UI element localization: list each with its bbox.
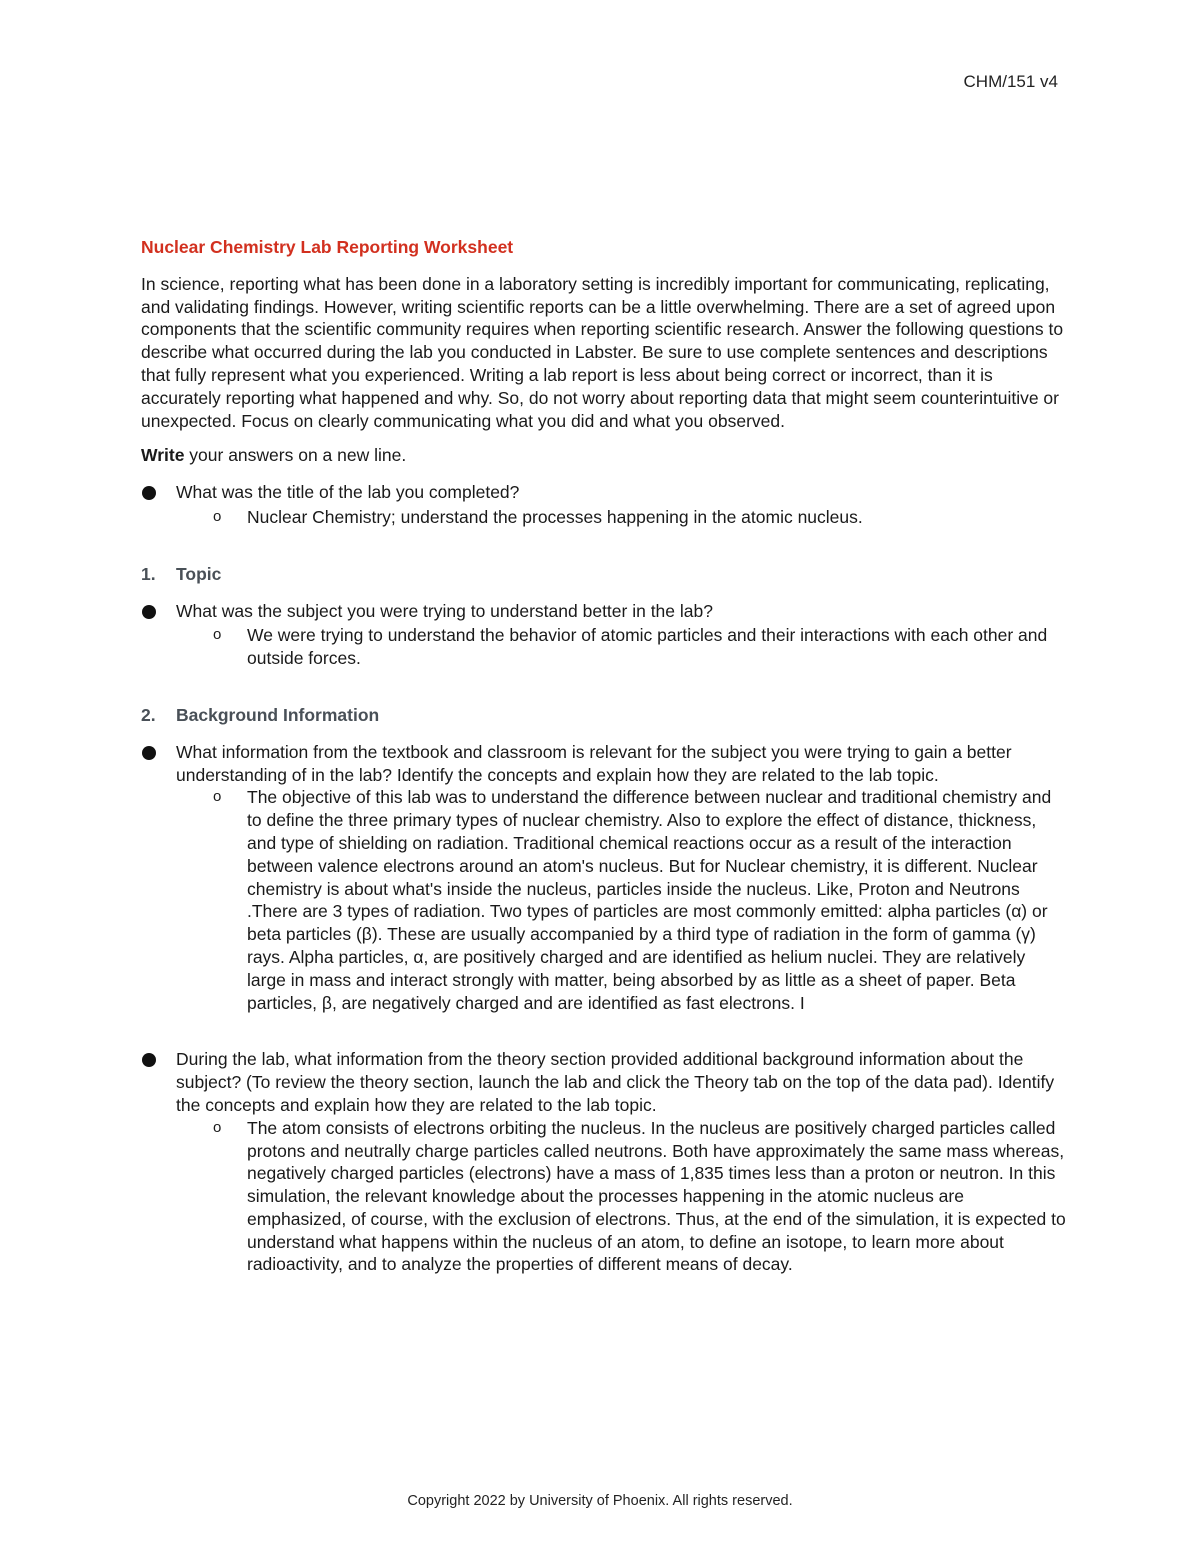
answer-bullet: o (213, 1118, 222, 1136)
instruction-line (141, 444, 1066, 467)
bullet-icon (142, 746, 156, 760)
bullet-icon (142, 605, 156, 619)
answer-text: The objective of this lab was to understand the difference between nuclear and traditional chemistry and to define the three primary types of nuclear chemistry. Also to explore the effect of distance, thickness, and type of shielding on radiation. Traditional chemical reactions occur as a result of the interaction between valence electrons around an atom's nucleus. But for Nuclear chemistry, it is different. Nuclear chemistry is about what's inside the nucleus, particles inside the nucleus. Like, Proton and Neutrons .There are 3 types of radiation. Two types of particles are most commonly emitted: alpha particles (α) or beta particles (β). These are usually accompanied by a third type of radiation in the form of gamma (γ) rays. Alpha particles, α, are positively charged and are identified as helium nuclei. They are relatively large in mass and interact strongly with matter, being absorbed by as little as a sheet of paper. Beta particles, β, are negatively charged and are identified as fast electrons. I (247, 787, 1052, 1013)
answer-text: We were trying to understand the behavior of atomic particles and their interactions with each other and outside forces. (247, 625, 1048, 669)
question-text: What was the subject you were trying to understand better in the lab? (176, 600, 713, 621)
section-number: 2. (141, 704, 156, 725)
answer-bullet: o (213, 626, 222, 644)
question-text: What was the title of the lab you completed? (176, 482, 520, 503)
section-heading-background (141, 704, 1066, 727)
question-background-theory (141, 1048, 1066, 1116)
header-course-code: CHM/151 v4 (963, 72, 1058, 91)
question-background-textbook (141, 741, 1066, 787)
answer-topic (141, 624, 1066, 670)
section-title: Topic (176, 563, 222, 584)
question-lab-title (141, 481, 1066, 504)
bullet-icon (142, 1053, 156, 1067)
answer-text: The atom consists of electrons orbiting the nucleus. In the nucleus are positively charged particles called protons and neutrally charge particles called neutrons. Both have approximately the same mass whereas, negatively charged particles (electrons) have a mass of 1,835 times less than a proton or neutron. In this simulation, the relevant knowledge about the processes happening in the atomic nucleus are emphasized, of course, with the exclusion of electrons. Thus, at the end of the simulation, it is expected to understand what happens within the nucleus of an atom, to define an isotope, to learn more about radioactivity, and to analyze the properties of different means of decay. (247, 1117, 1066, 1275)
intro-paragraph: In science, reporting what has been done in a laboratory setting is incredibly important for communicating, replicating, and validating findings. However, writing scientific reports can be a little overwhelming. There are a set of agreed upon components that the scientific community requires when reporting scientific research. Answer the following questions to describe what occurred during the lab you conducted in Labster. Be sure to use complete sentences and descriptions that fully represent what you experienced. Writing a lab report is less about being correct or incorrect, than it is accurately reporting what happened and why. So, do not worry about reporting data that might seem counterintuitive or unexpected. Focus on clearly communicating what you did and what you observed. (141, 273, 1064, 431)
bullet-icon (142, 486, 156, 500)
document-body (141, 236, 1066, 1276)
question-topic (141, 600, 1066, 623)
question-text: What information from the textbook and classroom is relevant for the subject you were trying to gain a better understanding of in the lab? Identify the concepts and explain how they are related to the lab topic. (176, 741, 1012, 785)
answer-bullet: o (213, 507, 222, 525)
answer-text: Nuclear Chemistry; understand the processes happening in the atomic nucleus. (247, 506, 863, 527)
question-text: During the lab, what information from the theory section provided additional background information about the subject? (To review the theory section, launch the lab and click the Theory tab on the top of the data pad). Identify the concepts and explain how they are related to the lab topic. (176, 1049, 1055, 1115)
answer-bullet: o (213, 788, 222, 806)
instruction-rest: your answers on a new line. (184, 445, 407, 466)
section-title: Background Information (176, 704, 380, 725)
answer-background-textbook (141, 786, 1066, 1014)
section-heading-topic (141, 563, 1066, 586)
instruction-bold: Write (141, 445, 185, 466)
document-title: Nuclear Chemistry Lab Reporting Worksheet (141, 237, 514, 257)
answer-background-theory (141, 1117, 1066, 1277)
section-number: 1. (141, 563, 156, 584)
footer-copyright: Copyright 2022 by University of Phoenix. All rights reserved. (407, 1493, 793, 1509)
answer-lab-title (141, 506, 1066, 529)
